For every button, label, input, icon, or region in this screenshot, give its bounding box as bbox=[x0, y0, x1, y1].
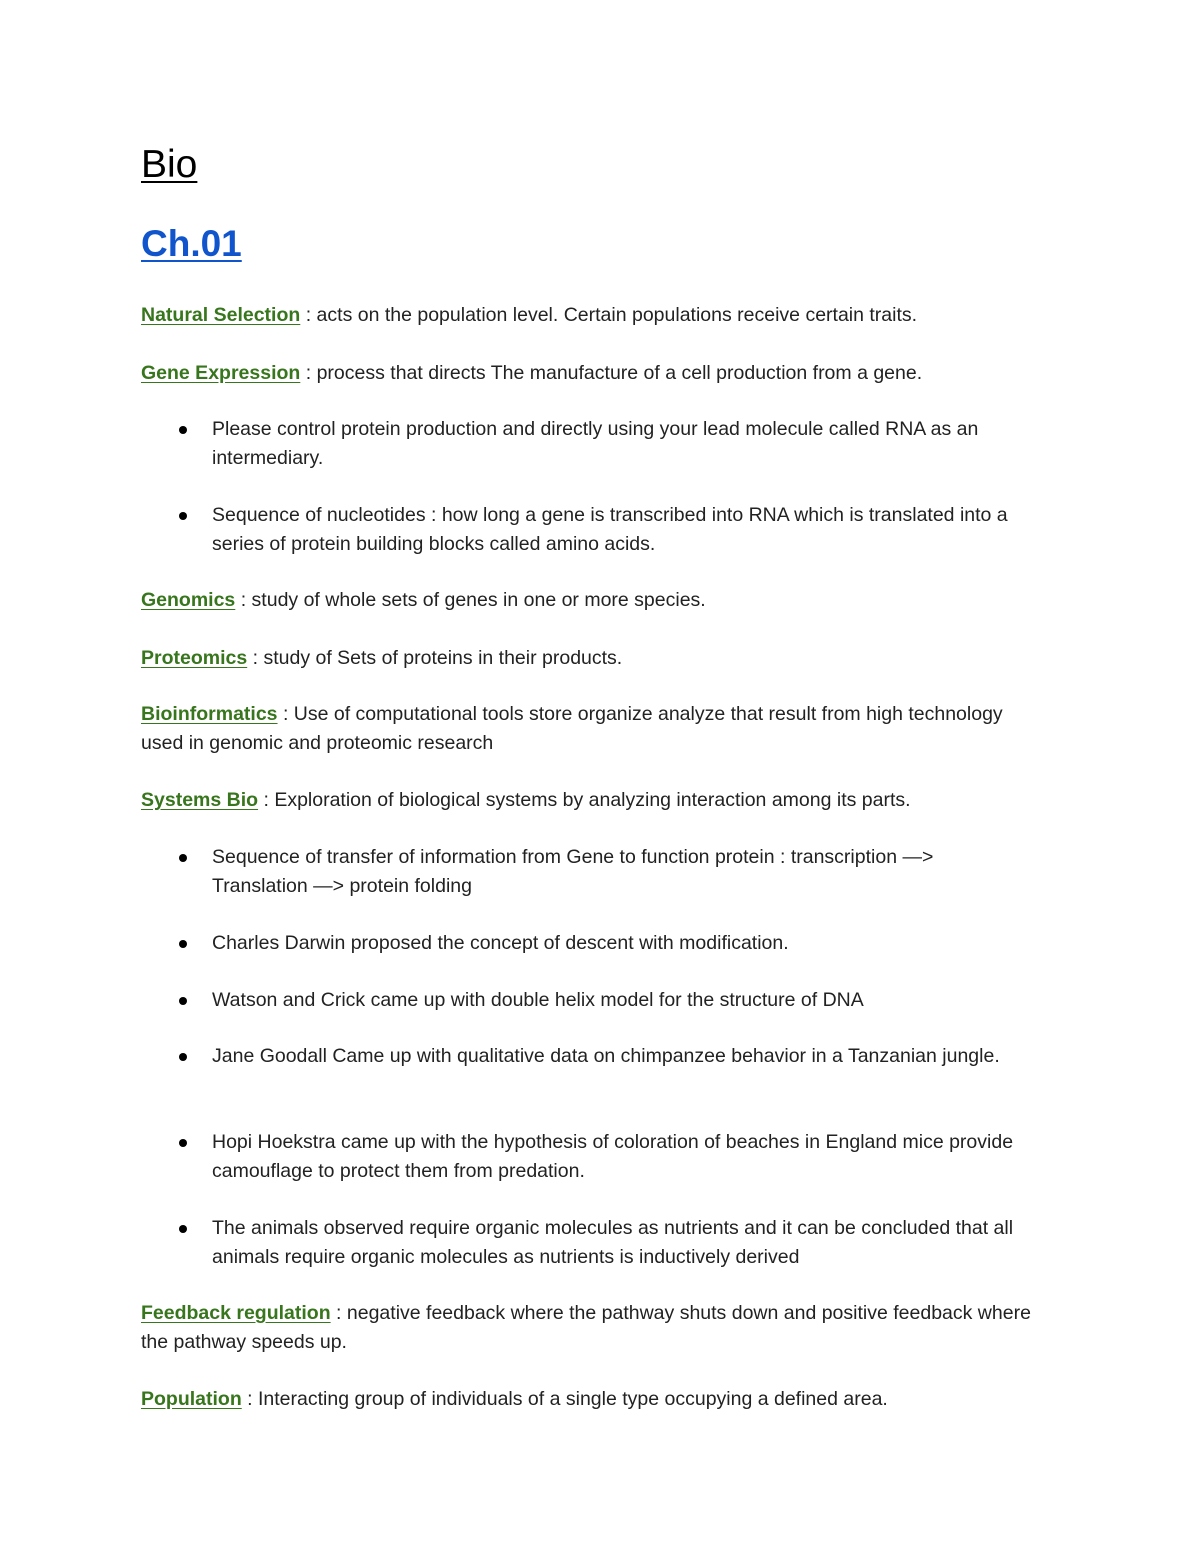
entry-gene-expression bbox=[141, 359, 1031, 388]
list-item-text: Watson and Crick came up with double helix model for the structure of DNA bbox=[212, 989, 864, 1011]
list-item bbox=[179, 1128, 1019, 1185]
list-item-text: Charles Darwin proposed the concept of descent with modification. bbox=[212, 932, 789, 954]
term-feedback-regulation[interactable]: Feedback regulation bbox=[141, 1302, 331, 1324]
bullet-icon bbox=[179, 1053, 187, 1061]
term-systems-bio[interactable]: Systems Bio bbox=[141, 789, 259, 811]
bullet-icon bbox=[179, 512, 187, 520]
entry-genomics bbox=[141, 586, 1031, 615]
term-bioinformatics[interactable]: Bioinformatics bbox=[141, 703, 278, 725]
chapter-heading-link[interactable]: Ch.01 bbox=[141, 223, 242, 264]
list-item-text: Jane Goodall Came up with qualitative data on chimpanzee behavior in a Tanzanian jungle. bbox=[212, 1045, 1000, 1067]
list-item-text: Sequence of transfer of information from Gene to function protein : transcription —> Translation —> protein folding bbox=[212, 846, 934, 897]
list-item bbox=[179, 986, 1019, 1015]
entry-population bbox=[141, 1385, 1031, 1414]
definition-bioinformatics: : Use of computational tools store organize analyze that result from high technology used in genomic and proteomic research bbox=[141, 703, 1003, 754]
list-item bbox=[179, 1042, 1019, 1071]
list-item-text: The animals observed require organic molecules as nutrients and it can be concluded that all animals require organic molecules as nutrients is inductively derived bbox=[212, 1217, 1014, 1268]
definition-feedback-regulation: : negative feedback where the pathway shuts down and positive feedback where the pathway speeds up. bbox=[141, 1302, 1031, 1353]
definition-gene-expression: : process that directs The manufacture of a cell production from a gene. bbox=[300, 362, 923, 384]
entry-systems-bio bbox=[141, 786, 1031, 815]
definition-proteomics: : study of Sets of proteins in their products. bbox=[247, 647, 623, 669]
list-item bbox=[179, 929, 1019, 958]
term-natural-selection[interactable]: Natural Selection bbox=[141, 304, 301, 326]
entry-natural-selection bbox=[141, 301, 1031, 330]
term-gene-expression[interactable]: Gene Expression bbox=[141, 362, 301, 384]
list-item bbox=[179, 1214, 1019, 1271]
document-title: Bio bbox=[141, 143, 198, 186]
list-item-text: Please control protein production and directly using your lead molecule called RNA as an intermediary. bbox=[212, 418, 979, 469]
entry-bioinformatics bbox=[141, 700, 1031, 757]
bullet-icon bbox=[179, 1225, 187, 1233]
definition-natural-selection: : acts on the population level. Certain populations receive certain traits. bbox=[300, 304, 918, 326]
entry-proteomics bbox=[141, 644, 1031, 673]
list-item bbox=[179, 501, 1019, 558]
list-item bbox=[179, 415, 1019, 472]
term-proteomics[interactable]: Proteomics bbox=[141, 647, 248, 669]
definition-systems-bio: : Exploration of biological systems by analyzing interaction among its parts. bbox=[258, 789, 911, 811]
definition-genomics: : study of whole sets of genes in one or more species. bbox=[235, 589, 706, 611]
bullet-icon bbox=[179, 997, 187, 1005]
bullet-icon bbox=[179, 940, 187, 948]
term-genomics[interactable]: Genomics bbox=[141, 589, 236, 611]
list-item-text: Hopi Hoekstra came up with the hypothesis of coloration of beaches in England mice provide camouflage to protect them from predation. bbox=[212, 1131, 1014, 1182]
definition-population: : Interacting group of individuals of a single type occupying a defined area. bbox=[241, 1388, 888, 1410]
list-item-text: Sequence of nucleotides : how long a gene is transcribed into RNA which is translated into a series of protein building blocks called amino acids. bbox=[212, 504, 1008, 555]
bullet-icon bbox=[179, 854, 187, 862]
list-item bbox=[179, 843, 1019, 900]
term-population[interactable]: Population bbox=[141, 1388, 242, 1410]
bullet-icon bbox=[179, 426, 187, 434]
entry-feedback-regulation bbox=[141, 1299, 1031, 1356]
bullet-icon bbox=[179, 1139, 187, 1147]
